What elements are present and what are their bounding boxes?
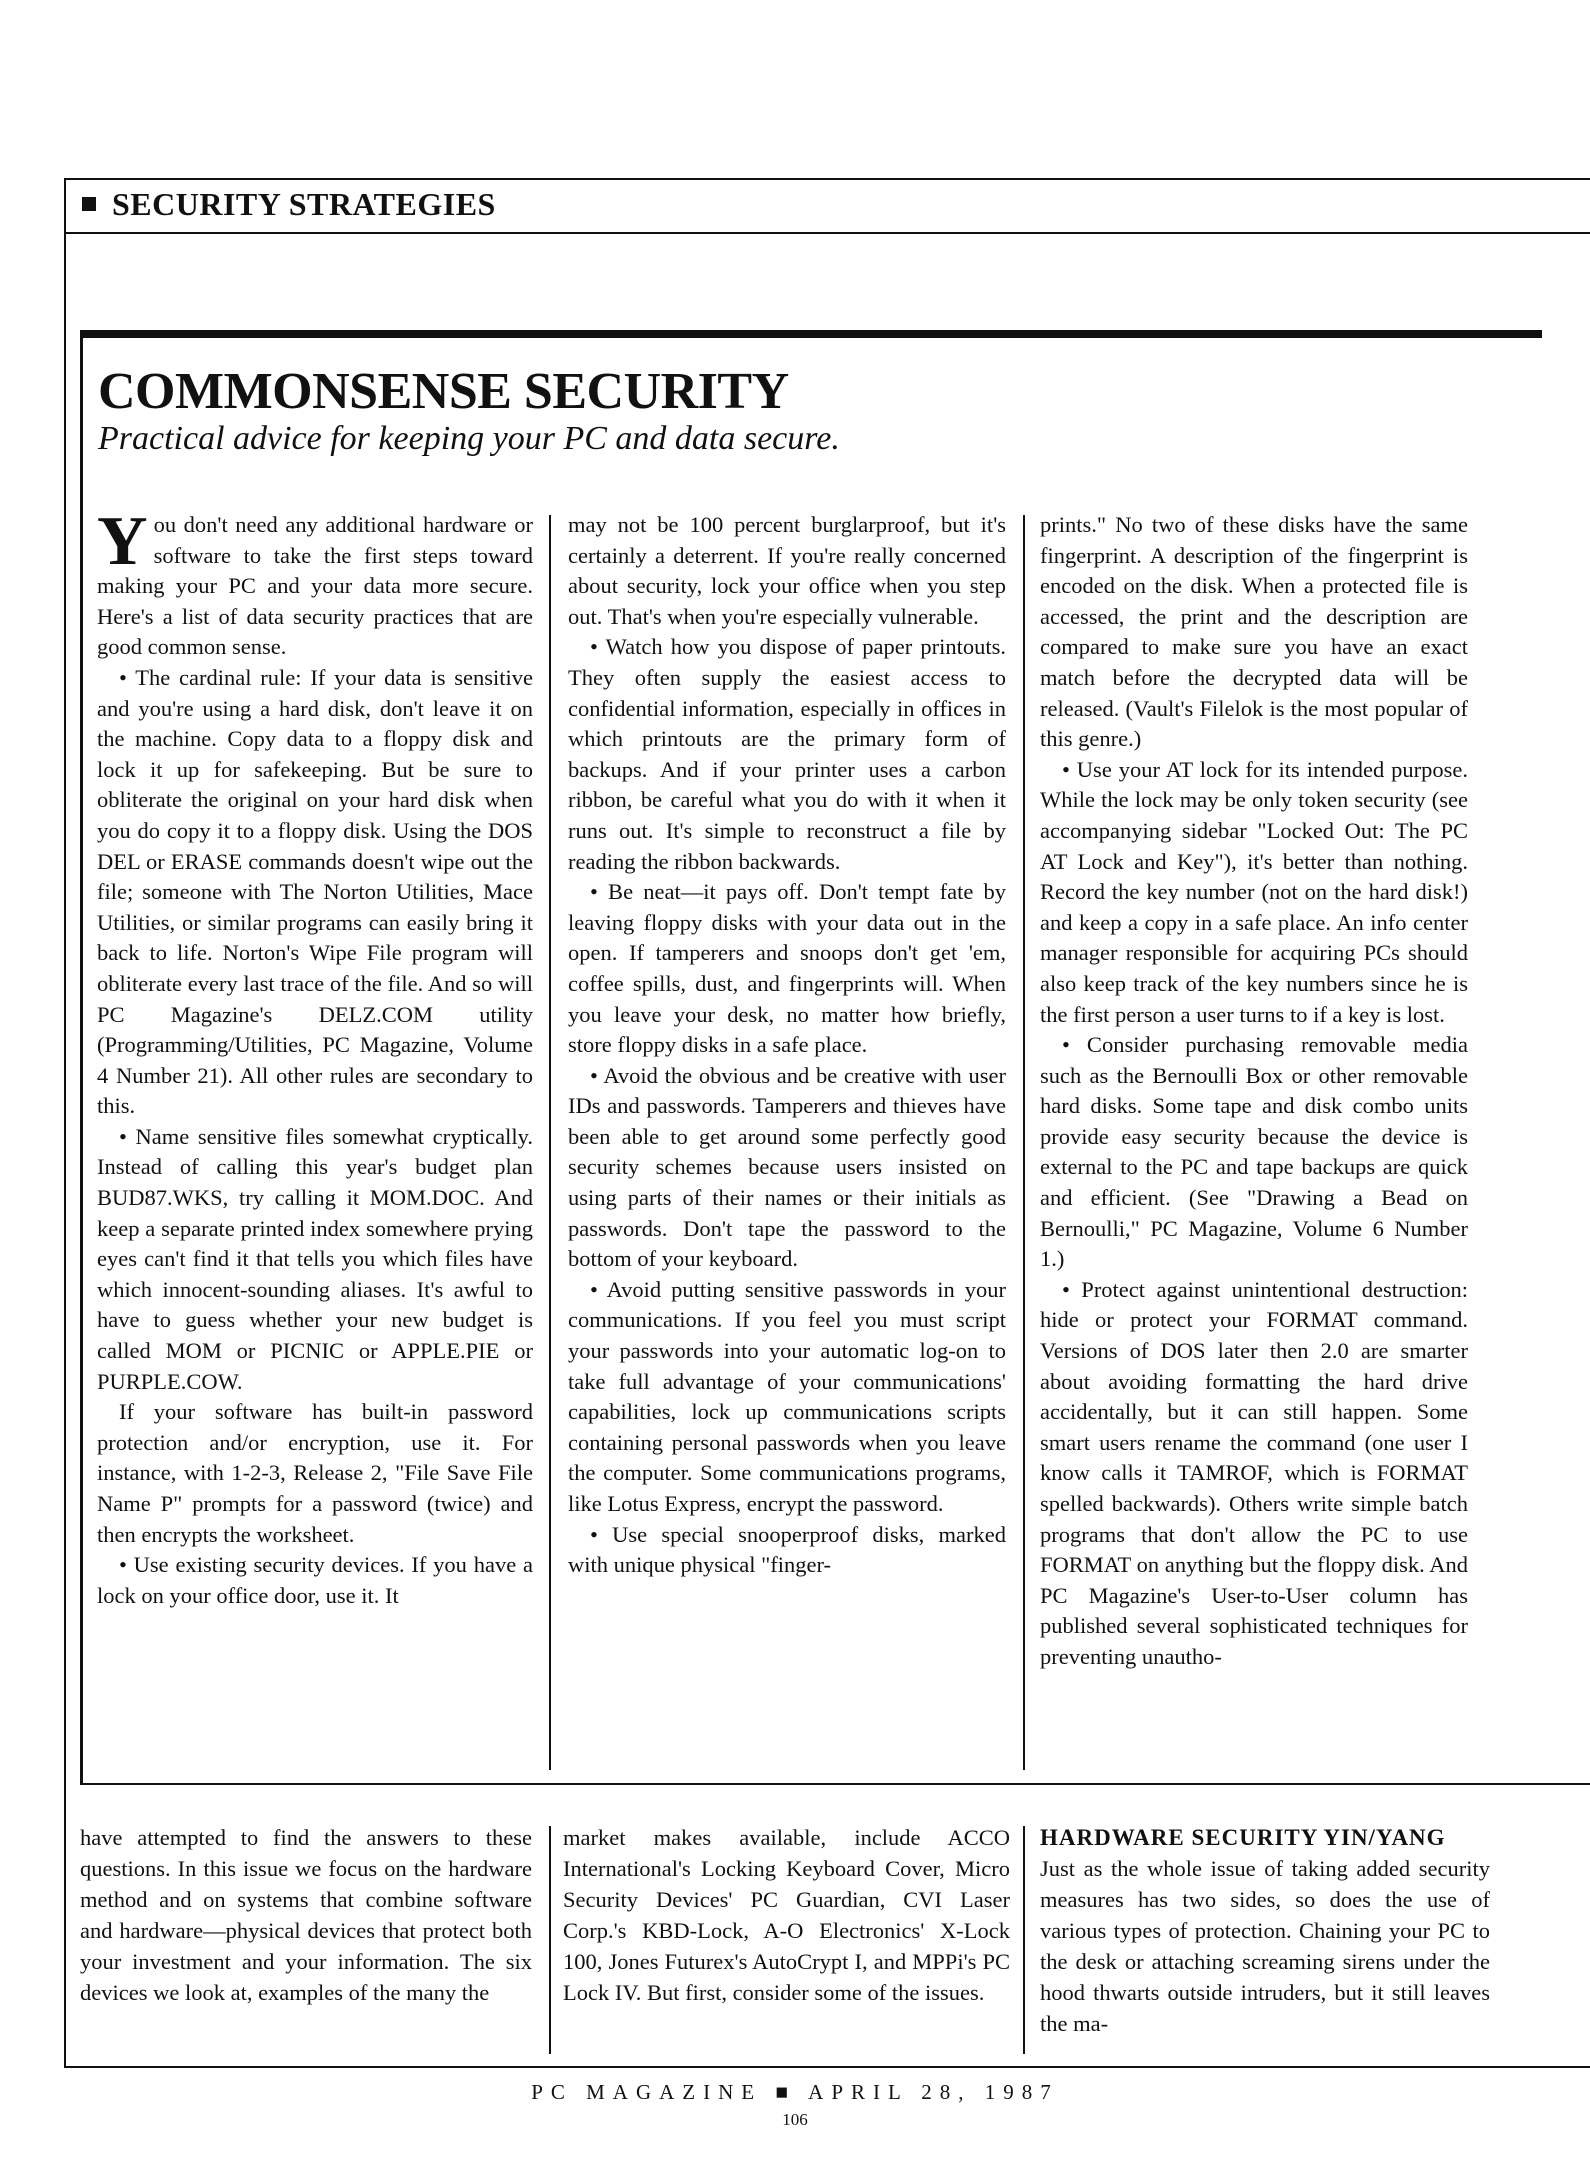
drop-cap: Y <box>97 503 148 580</box>
column-separator-2 <box>1023 515 1025 1770</box>
col2-paragraph-3: • Be neat—it pays off. Don't tempt fate by leaving floppy disks with your data out in the open. If tamperers and snoops don't get 'em, coffee spills, dust, and fingerprints will. When you leave your desk, no matter how briefly, store floppy disks in a safe place. <box>568 879 1006 1058</box>
section-label: SECURITY STRATEGIES <box>112 186 496 222</box>
sidebar-column-3 <box>1040 510 1468 1673</box>
article-deck: Practical advice for keeping your PC and data secure. <box>98 420 840 457</box>
col1-paragraph-3: • Name sensitive files somewhat cryptically. Instead of calling this year's budget plan BUD87.WKS, try calling it MOM.DOC. And keep a separate printed index somewhere prying eyes can't find it that tells you which files have which innocent-sounding aliases. It's awful to have to guess whether your new budget is called MOM or PICNIC or APPLE.PIE or PURPLE.COW. <box>97 1123 533 1394</box>
bottom-separator-1 <box>549 1826 551 2054</box>
sidebar-column-1 <box>97 503 533 1611</box>
bottom-separator-2 <box>1023 1826 1025 2054</box>
col3-paragraph-1: prints." No two of these disks have the same fingerprint. A description of the fingerprint is encoded on the disk. When a protected file is accessed, the print and the description are compared to make sure you have an exact match before the decrypted data will be released. (Vault's Filelok is the most popular of this genre.) <box>1040 512 1468 752</box>
col1-paragraph-5: • Use existing security devices. If you have a lock on your office door, use it. It <box>97 1552 533 1608</box>
col2-paragraph-5: • Avoid putting sensitive passwords in your communications. If you feel you must script your passwords into your automatic log-on to take full advantage of your communications' capabilities, lock up communications scripts containing personal passwords when you leave the computer. Some communications programs, like Lotus Express, encrypt the password. <box>568 1276 1006 1516</box>
footer-masthead: PC MAGAZINE ■ APRIL 28, 1987 <box>531 2080 1059 2104</box>
bottom-column-3 <box>1040 1822 1490 2039</box>
page-number: 106 <box>782 2110 808 2129</box>
header-top-rule <box>64 178 1590 180</box>
col3-paragraph-2: • Use your AT lock for its intended purpose. While the lock may be only token security (see accompanying sidebar "Locked Out: The PC AT Lock and Key"), it's better than nothing. Record the key number (not on the hard disk!) and keep a copy in a safe place. An info center manager responsible for acquiring PCs should also keep track of the key numbers since he is the first person a user turns to if a key is lost. <box>1040 756 1468 1027</box>
col1-paragraph-4: If your software has built-in password protection and/or encryption, use it. For instance, with 1-2-3, Release 2, "File Save File Name P" prompts for a password (twice) and then encrypts the worksheet. <box>97 1399 533 1547</box>
col3-paragraph-4: • Protect against unintentional destruction: hide or protect your FORMAT command. Versions of DOS later then 2.0 are smarter about avoiding formatting the hard drive accidentally, but it can still happen. Some smart users rename the command (one user I know calls it TAMROF, which is FORMAT spelled backwards). Others write simple batch programs that don't allow the PC to use FORMAT on anything but the floppy disk. And PC Magazine's User-to-User column has published several sophisticated techniques for preventing unautho- <box>1040 1276 1468 1669</box>
col2-paragraph-6: • Use special snooperproof disks, marked with unique physical "finger- <box>568 1521 1006 1578</box>
col1-paragraph-1: ou don't need any additional hardware or software to take the first steps toward making your PC and your data more secure. Here's a list of data security practices that are good common sense. <box>97 512 533 660</box>
bottom-col1-text: have attempted to find the answers to these questions. In this issue we focus on the hardware method and on systems that combine software and hardware—physical devices that protect both your investment and your information. The six devices we look at, examples of the many the <box>80 1825 532 2005</box>
article-title: COMMONSENSE SECURITY <box>98 363 789 420</box>
col3-paragraph-3: • Consider purchasing removable media such as the Bernoulli Box or other removable hard disks. Some tape and disk combo units provide easy security because the device is external to the PC and tape backups are quick and efficient. (See "Drawing a Bead on Bernoulli," PC Magazine, Volume 6 Number 1.) <box>1040 1032 1468 1272</box>
bottom-col3-text: Just as the whole issue of taking added security measures has two sides, so does the use of various types of protection. Chaining your PC to the desk or attaching screaming sirens under the hood thwarts outside intruders, but it still leaves the ma- <box>1040 1856 1490 2036</box>
footer-rule <box>64 2066 1590 2068</box>
sidebar-top-rule <box>80 330 1542 338</box>
sidebar-left-rule <box>80 330 83 1785</box>
section-header <box>82 186 496 223</box>
column-separator-1 <box>549 515 551 1770</box>
bottom-col2-text: market makes available, include ACCO International's Locking Keyboard Cover, Micro Security Devices' PC Guardian, CVI Laser Corp.'s KBD-Lock, A-O Electronics' X-Lock 100, Jones Futurex's AutoCrypt I, and MPPi's PC Lock IV. But first, consider some of the issues. <box>563 1825 1010 2005</box>
bottom-subhead: HARDWARE SECURITY YIN/YANG <box>1040 1825 1446 1850</box>
col2-paragraph-2: • Watch how you dispose of paper printouts. They often supply the easiest access to confidential information, especially in offices in which printouts are the primary form of backups. And if your printer uses a carbon ribbon, be careful what you do with it when it runs out. It's simple to reconstruct a file by reading the ribbon backwards. <box>568 634 1006 874</box>
bottom-column-2 <box>563 1822 1010 2008</box>
col2-paragraph-4: • Avoid the obvious and be creative with user IDs and passwords. Tamperers and thieves have been able to get around some perfectly good security schemes because users insisted on using parts of their names or their initials as passwords. Don't tape the password to the bottom of your keyboard. <box>568 1062 1006 1272</box>
square-bullet-icon <box>82 197 96 211</box>
col1-paragraph-2: • The cardinal rule: If your data is sensitive and you're using a hard disk, don't leave it on the machine. Copy data to a floppy disk and lock it up for safekeeping. But be sure to obliterate the original on your hard disk when you do copy it to a floppy disk. Using the DOS DEL or ERASE commands doesn't wipe out the file; someone with The Norton Utilities, Mace Utilities, or similar programs can easily bring it back to life. Norton's Wipe File program will obliterate every last trace of the file. And so will PC Magazine's DELZ.COM utility (Programming/Utilities, PC Magazine, Volume 4 Number 21). All other rules are secondary to this. <box>97 664 533 1119</box>
bottom-column-1 <box>80 1822 532 2008</box>
page-left-rule <box>64 178 66 2068</box>
sidebar-column-2 <box>568 510 1006 1581</box>
header-bottom-rule <box>64 232 1590 234</box>
col2-paragraph-1: may not be 100 percent burglarproof, but it's certainly a deterrent. If you're really concerned about security, lock your office when you step out. That's when you're especially vulnerable. <box>568 512 1006 629</box>
sidebar-bottom-rule <box>80 1783 1590 1785</box>
